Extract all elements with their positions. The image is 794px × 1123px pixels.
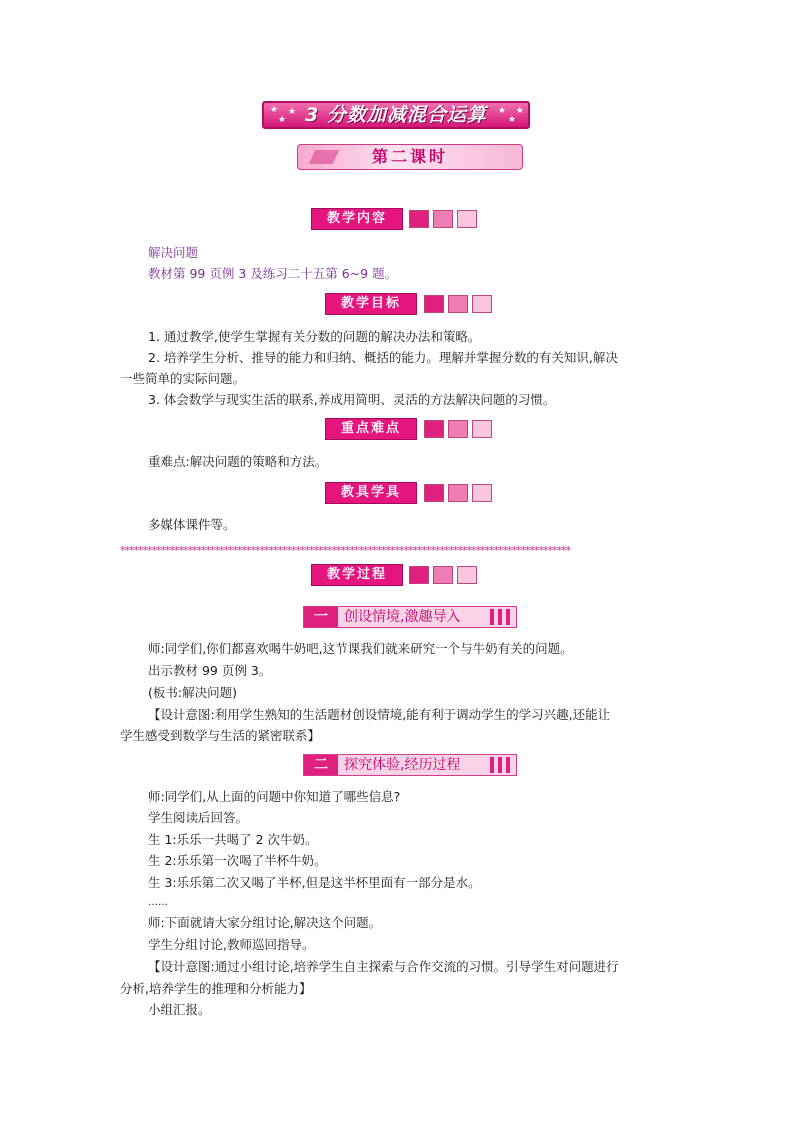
content-line: 解决问题 — [148, 245, 199, 260]
unit-title: 3 分数加减混合运算 — [305, 104, 487, 126]
part2-line: 小组汇报。 — [148, 1002, 211, 1017]
star-icon: ★ — [270, 105, 279, 115]
star-icon: ★ — [497, 106, 506, 116]
part2-line: 生 3:乐乐第二次又喝了半杯,但是这半杯里面有一部分是水。 — [148, 875, 481, 890]
part2-number: 二 — [304, 755, 338, 775]
part1-number: 一 — [304, 607, 338, 627]
part2-line: 生 2:乐乐第一次喝了半杯牛奶。 — [148, 853, 327, 868]
tools-line: 多媒体课件等。 — [148, 517, 236, 532]
section-label-key-points: 重点难点 — [325, 418, 417, 440]
part2-line: 分析,培养学生的推理和分析能力】 — [120, 981, 312, 996]
unit-title-banner — [262, 101, 530, 129]
part2-line: 师:下面就请大家分组讨论,解决这个问题。 — [148, 915, 382, 930]
part2-banner — [303, 754, 517, 776]
part2-line: 生 1:乐乐一共喝了 2 次牛奶。 — [148, 832, 318, 847]
part1-line: (板书:解决问题) — [148, 685, 237, 700]
part1-line: 师:同学们,你们都喜欢喝牛奶吧,这节课我们就来研究一个与牛奶有关的问题。 — [148, 641, 573, 656]
part1-banner — [303, 606, 517, 628]
part1-line: 学生感受到数学与生活的紧密联系】 — [120, 728, 321, 743]
star-icon: ★ — [278, 115, 287, 125]
part1-title: 创设情境,激趣导入 — [344, 609, 461, 625]
section-label-tools: 教具学具 — [325, 482, 417, 504]
part2-line: …… — [148, 897, 168, 908]
part2-title: 探究体验,经历过程 — [344, 757, 461, 773]
star-icon: ★ — [515, 106, 524, 116]
star-icon: ★ — [288, 107, 297, 117]
star-icon: ★ — [507, 115, 516, 125]
lesson-title-bar — [297, 144, 523, 170]
section-label-process: 教学过程 — [311, 564, 403, 586]
part2-line: 【设计意图:通过小组讨论,培养学生自主探索与合作交流的习惯。引导学生对问题进行 — [148, 959, 619, 974]
separator: **************************************************************************************************** — [120, 545, 570, 557]
section-label-objectives: 教学目标 — [325, 293, 417, 315]
key-points-line: 重难点:解决问题的策略和方法。 — [148, 454, 328, 469]
objective-line: 2. 培养学生分析、推导的能力和归纳、概括的能力。理解并掌握分数的有关知识,解决 — [148, 350, 618, 365]
part2-line: 师:同学们,从上面的问题中你知道了哪些信息? — [148, 789, 401, 804]
part1-line: 【设计意图:利用学生熟知的生活题材创设情境,能有利于调动学生的学习兴趣,还能让 — [148, 707, 611, 722]
lesson-title: 第二课时 — [371, 147, 448, 166]
objective-line: 一些简单的实际问题。 — [120, 371, 246, 386]
objective-line: 1. 通过教学,使学生掌握有关分数的问题的解决办法和策略。 — [148, 329, 481, 344]
content-line: 教材第 99 页例 3 及练习二十五第 6~9 题。 — [148, 266, 398, 281]
part1-line: 出示教材 99 页例 3。 — [148, 663, 272, 678]
objective-line: 3. 体会数学与现实生活的联系,养成用简明、灵活的方法解决问题的习惯。 — [148, 392, 556, 407]
part2-line: 学生分组讨论,教师巡回指导。 — [148, 937, 315, 952]
part2-line: 学生阅读后回答。 — [148, 810, 249, 825]
section-label-content: 教学内容 — [311, 208, 403, 230]
